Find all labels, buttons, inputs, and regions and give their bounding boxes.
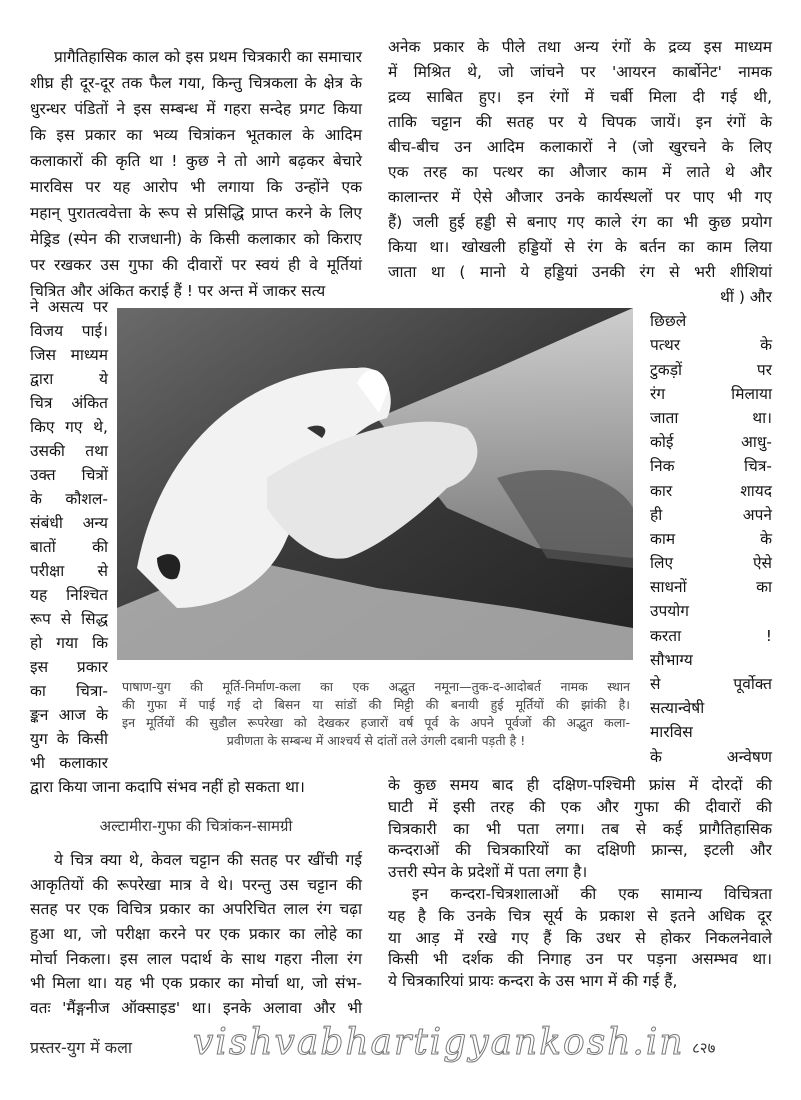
text-line: शीघ्र ही दूर-दूर तक फैल गया, किन्तु चित्रकला के क्षेत्र के [30,74,362,92]
text-line: काम के [650,529,772,548]
text-line: हुआ था, जो परीक्षा करने पर एक प्रकार का लोहे का [30,925,362,944]
text-line: पर रखकर उस गुफा की दीवारों पर स्वयं ही वे मूर्तियां [30,256,362,274]
text-line: का चित्रा- [30,682,108,700]
caption-line: इन मूर्तियों की सुडौल रूपरेखा को देखकर हजारों वर्ष पूर्व के अपने पूर्वजों की अद्भुत कला- [122,715,630,730]
text-line: युग के किसी [30,730,108,748]
text-line: के कौशल- [30,490,108,508]
text-line: सौभाग्य [650,650,693,669]
text-line: किए गए थे, [30,418,108,436]
text-line: धुरन्धर पंडितों ने इस सम्बन्ध में गहरा सन्देह प्रगट किया [30,100,362,118]
text-line: या आड़ में रखे गए हैं कि उधर से होकर निकलनेवाले [388,928,773,947]
text-line: सतह पर एक विचित्र प्रकार का अपरिचित लाल रंग चढ़ा [30,900,362,919]
text-line: संबंधी अन्य [30,514,108,532]
text-line: के कुछ समय बाद ही दक्षिण-पश्चिमी फ्रांस में दोरदों की [388,776,772,794]
text-line: बातों की [30,538,108,556]
text-line: टुकड़ों पर [650,360,772,379]
text-line: चित्रित और अंकित कराई हैं ! पर अन्त में जाकर सत्य [30,282,326,300]
text-line: भी कलाकार [30,754,108,772]
photo-caption [122,678,630,750]
text-line: ङ्कन आज के [30,706,108,724]
text-line: मेड्रिड (स्पेन की राजधानी) के किसी कलाकार को किराए [30,230,362,248]
text-line: के अन्वेषण [650,747,772,766]
text-line: विजय पाई। [30,322,108,340]
text-line: मोर्चा निकला। इस लाल पदार्थ के साथ गहरा नीला रंग [30,949,362,968]
text-line: छिछले [650,312,687,331]
left-column-top-text [30,44,362,304]
text-line: द्रव्य साबित हुए। इन रंगों में चर्बी मिला दी गई थी, [388,88,772,106]
text-line: भी मिला था। यह भी एक प्रकार का मोर्चा था, जो संभ- [30,974,362,993]
right-column-top-text [388,35,772,285]
text-line: महान् पुरातत्ववेत्ता के रूप से प्रसिद्धि प्राप्त करने के लिए [30,204,362,222]
text-line: ये चित्र क्या थे, केवल चट्टान की सतह पर खींची गई [54,851,362,869]
text-line: कोई आधु- [650,433,772,452]
text-line: चित्रकारी का भी पता लगा। तब से कई प्रागैतिहासिक [388,819,772,838]
text-line: चित्र अंकित [30,394,108,412]
left-narrow-column-text [30,295,108,775]
text-line: रंग मिलाया [650,384,772,403]
text-line: घाटी में इसी तरह की एक और गुफा की दीवारों की [388,797,772,816]
text-line: रूप से सिद्ध [30,610,108,628]
text-line: मारविस पर यह आरोप भी लगाया कि उन्होंने एक [30,178,362,196]
right-narrow-column-text [650,285,772,769]
running-title: प्रस्तर-युग में कला [30,1038,133,1057]
text-line: एक तरह का पत्थर का औजार काम में लाते थे और [388,163,772,181]
text-line: उक्त चित्रों [30,466,108,484]
text-line: उसकी तथा [30,442,108,460]
text-line: यह निश्चित [30,586,108,604]
text-line: इस प्रकार [30,658,108,676]
text-line: हैं) जली हुई हड्डी से बनाए गए काले रंग का भी कुछ प्रयोग [388,213,772,231]
text-line: साधनों का [650,578,772,597]
text-line: किया था। खोखली हड्डियों से रंग के बर्तन का काम लिया [388,238,772,256]
text-line: ही अपने [650,505,772,524]
text-line: निक चित्र- [650,457,772,476]
text-line: बीच-बीच उन आदिम कलाकारों ने (जो खुरचने के लिए [388,138,772,156]
text-line: मारविस [650,723,693,742]
text-line: थीं ) और [719,288,772,306]
text-line: पत्थर के [650,336,772,355]
left-column-continuation [30,775,362,800]
text-line: यह है कि उनके चित्र सूर्य के प्रकाश से इतने अधिक दूर [388,906,772,925]
text-line: में मिश्रित थे, जो जांचने पर 'आयरन कार्बोनेट' नामक [388,63,772,81]
text-line: हो गया कि [30,634,108,652]
text-line: लिए ऐसे [650,554,772,573]
section-heading: अल्टामीरा-गुफा की चित्रांकन-सामग्री [99,817,293,835]
text-line: अनेक प्रकार के पीले तथा अन्य रंगों के द्रव्य इस माध्यम [388,38,772,56]
text-line: से पूर्वोक्त [650,675,772,693]
text-line: जिस माध्यम [30,346,108,364]
text-line: ताकि चट्टान की सतह पर ये चिपक जायें। इन रंगों के [388,113,772,131]
caption-line: पाषाण-युग की मूर्ति-निर्माण-कला का एक अद्भुत नमूना—तुक-द-आदोबर्त नामक स्थान [122,679,630,694]
text-line: कन्दराओं की चित्रकारियों का दक्षिणी फ्रान्स, इटली और [388,841,772,860]
page-number: ८२७ [692,1039,716,1057]
text-line: जाता था। [650,408,772,427]
text-line: आकृतियों की रूपरेखा मात्र वे थे। परन्तु उस चट्टान की [30,875,362,894]
watermark: vishvabhartigyankosh.in [193,1022,685,1063]
text-line: उत्तरी स्पेन के प्रदेशों में पता लगा है। [388,863,588,882]
text-line: सत्यान्वेषी [650,699,705,718]
text-line: कि इस प्रकार का भव्य चित्रांकन भूतकाल के आदिम [30,126,362,144]
bison-sculpture-photo [117,308,633,660]
text-line: द्वारा किया जाना कदापि संभव नहीं हो सकता था। [30,778,305,796]
text-line: कलाकारों की कृति था ! कुछ ने तो आगे बढ़कर बेचारे [30,152,362,170]
text-line: परीक्षा से [30,562,108,580]
text-line: कालान्तर में ऐसे औजार उनके कार्यस्थलों पर पाए भी गए [388,188,772,206]
text-line: द्वारा ये [30,370,108,388]
text-line: ये चित्रकारियां प्रायः कन्दरा के उस भाग में की गई हैं, [388,972,678,991]
left-column-bottom-text [30,848,362,1021]
right-column-bottom-text [388,775,772,993]
text-line: कार शायद [650,481,772,500]
text-line: किसी भी दर्शक की निगाह उन पर पड़ना असम्भव था। [388,950,772,969]
text-line: इन कन्दरा-चित्रशालाओं की एक सामान्य विचित्रता [412,884,772,903]
caption-line: की गुफा में पाई गई दो बिसन या सांडों की मिट्टी की बनायी हुई मूर्तियों की झांकी है। [122,697,630,712]
text-line: जाता था ( मानो ये हड्डियां उनकी रंग से भरी शीशियां [388,263,772,281]
text-line: प्रागैतिहासिक काल को इस प्रथम चित्रकारी का समाचार [54,48,362,66]
text-line: ने असत्य पर [30,298,108,316]
caption-line: प्रवीणता के सम्बन्ध में आश्चर्य से दांतों तले उंगली दबानी पड़ती है ! [226,733,526,748]
text-line: उपयोग [650,602,690,621]
text-line: करता ! [650,626,772,645]
text-line: वतः 'मैंङ्गनीज ऑक्साइड' था। इनके अलावा और भी [30,999,362,1018]
